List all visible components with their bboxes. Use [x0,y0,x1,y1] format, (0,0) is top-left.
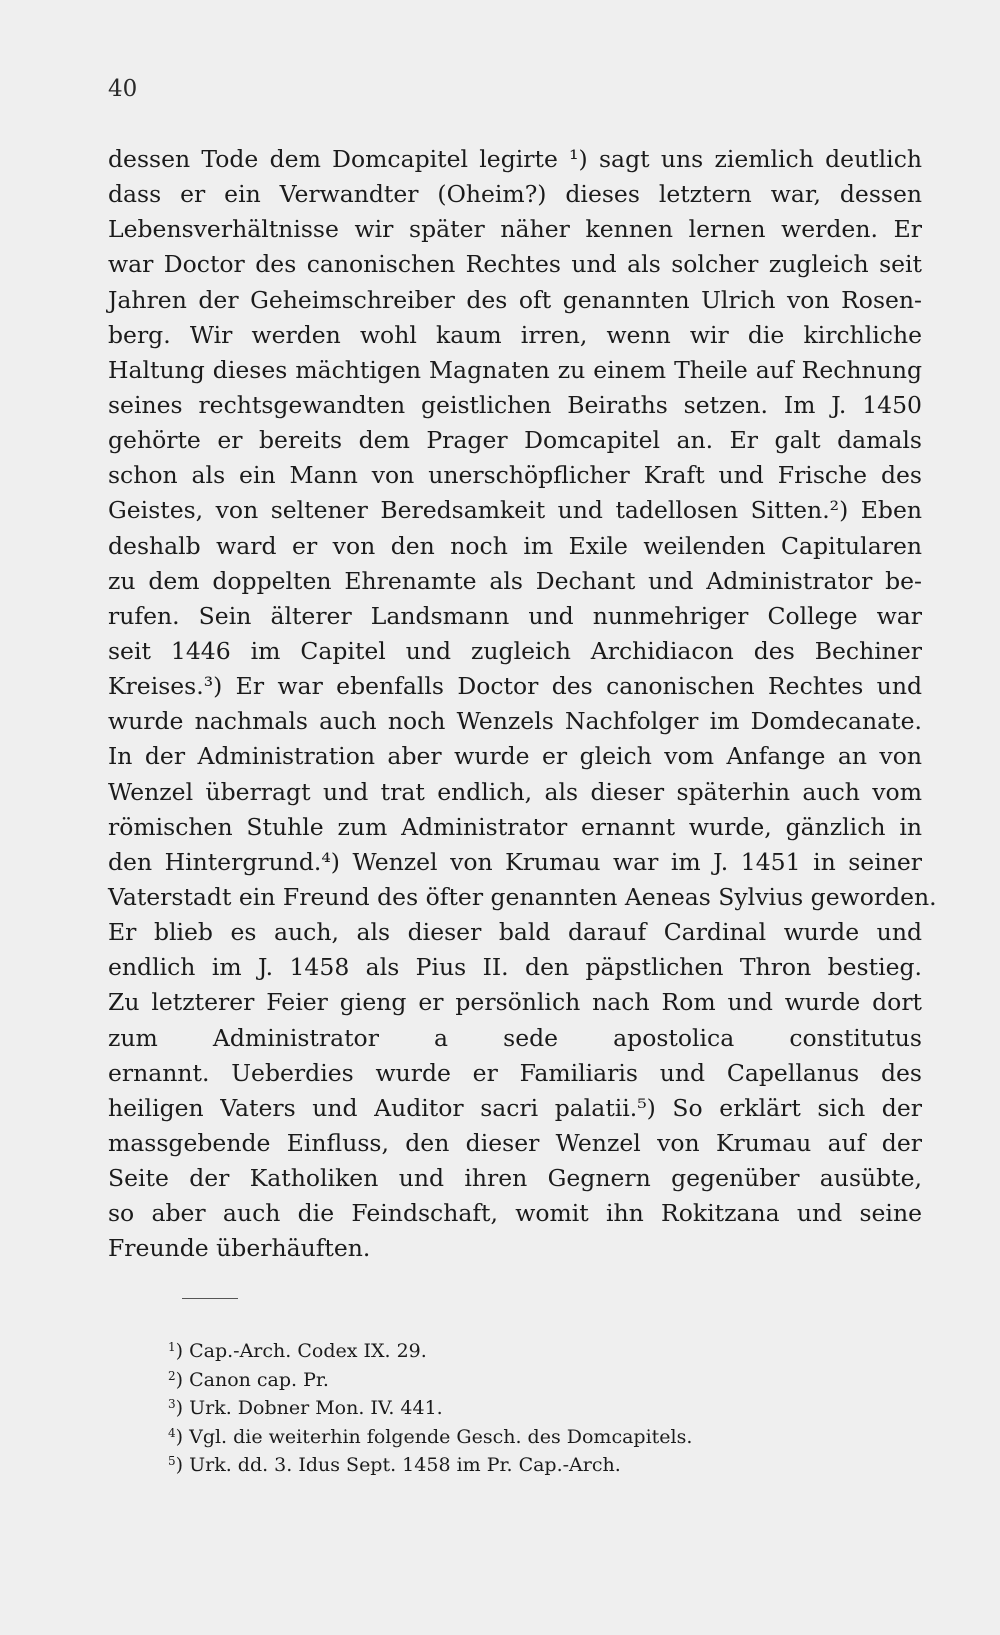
text-line: Vaterstadt ein Freund des öfter genannten Aeneas Sylvius geworden. [108,882,937,911]
footnote-4 [168,1419,788,1448]
body-text [108,142,937,1267]
text-line: Er blieb es auch, als dieser bald darauf Cardinal wurde und [108,918,922,947]
footnote-2 [168,1362,788,1391]
text-line: ernannt. Ueberdies wurde er Familiaris und Capellanus des [108,1058,922,1087]
text-line: seit 1446 im Capitel und zugleich Archidiacon des Bechiner [108,636,922,665]
footnote-text: ) Urk. dd. 3. Idus Sept. 1458 im Pr. Cap.-Arch. [175,1454,621,1476]
footnote-3 [168,1390,788,1419]
text-line: Kreises.³) Er war ebenfalls Doctor des canonischen Rechtes und [108,672,922,701]
text-line: In der Administration aber wurde er gleich vom Anfange an von [108,742,922,771]
text-line: dessen Tode dem Domcapitel legirte ¹) sagt uns ziemlich deutlich [108,145,922,173]
footnote-divider [182,1298,238,1299]
text-line: schon als ein Mann von unerschöpflicher Kraft und Frische des [108,461,922,490]
text-line: seines rechtsgewandten geistlichen Beiraths setzen. Im J. 1450 [108,390,922,419]
footnote-text: ) Canon cap. Pr. [175,1368,329,1391]
text-line: massgebende Einfluss, den dieser Wenzel von Krumau auf der [108,1128,922,1157]
text-line: berg. Wir werden wohl kaum irren, wenn wir die kirchliche [108,320,922,349]
text-line: zu dem doppelten Ehrenamte als Dechant und Administrator be- [108,566,922,595]
text-line: zum Administrator a sede apostolica constitutus [108,1023,922,1052]
text-line: den Hintergrund.⁴) Wenzel von Krumau war im J. 1451 in seiner [108,847,922,876]
text-line: so aber auch die Feindschaft, womit ihn Rokitzana und seine [108,1199,922,1228]
text-line: Freunde überhäuften. [108,1234,371,1263]
footnote-text: ) Vgl. die weiterhin folgende Gesch. des Domcapitels. [175,1425,693,1448]
footnote-text: ) Cap.-Arch. Codex IX. 29. [175,1340,427,1362]
text-line: deshalb ward er von den noch im Exile weilenden Capitularen [108,531,922,560]
footnote-mark: 5 [168,1454,176,1468]
text-line: war Doctor des canonischen Rechtes und als solcher zugleich seit [108,250,922,279]
text-line: Wenzel überragt und trat endlich, als dieser späterhin auch vom [108,777,922,806]
text-line: Seite der Katholiken und ihren Gegnern gegenüber ausübte, [108,1164,922,1193]
text-line: dass er ein Verwandter (Oheim?) dieses letztern war, dessen [108,180,922,209]
text-line: Lebensverhältnisse wir später näher kennen lernen werden. Er [108,215,922,244]
footnote-mark: 3 [168,1397,176,1411]
footnote-text: ) Urk. Dobner Mon. IV. 441. [175,1397,443,1419]
footnote-mark: 2 [168,1368,176,1383]
text-line: Geistes, von seltener Beredsamkeit und tadellosen Sitten.²) Eben [108,496,922,525]
text-line: endlich im J. 1458 als Pius II. den päpstlichen Thron bestieg. [108,953,922,982]
text-line: gehörte er bereits dem Prager Domcapitel an. Er galt damals [108,426,922,455]
footnotes [168,1333,788,1476]
footnote-1 [168,1333,788,1362]
text-line: wurde nachmals auch noch Wenzels Nachfolger im Domdecanate. [108,707,922,736]
text-line: rufen. Sein älterer Landsmann und nunmehriger College war [108,601,922,630]
text-line: römischen Stuhle zum Administrator ernannt wurde, gänzlich in [108,812,922,841]
text-line: heiligen Vaters und Auditor sacri palatii.⁵) So erklärt sich der [108,1093,922,1122]
text-line: Jahren der Geheimschreiber des oft genannten Ulrich von Rosen- [108,285,922,314]
text-line: Haltung dieses mächtigen Magnaten zu einem Theile auf Rechnung [108,355,922,384]
text-line: Zu letzterer Feier gieng er persönlich nach Rom und wurde dort [108,988,922,1017]
page-number: 40 [108,76,138,102]
footnote-5 [168,1447,788,1476]
footnote-mark: 4 [168,1425,176,1440]
footnote-mark: 1 [168,1340,176,1354]
